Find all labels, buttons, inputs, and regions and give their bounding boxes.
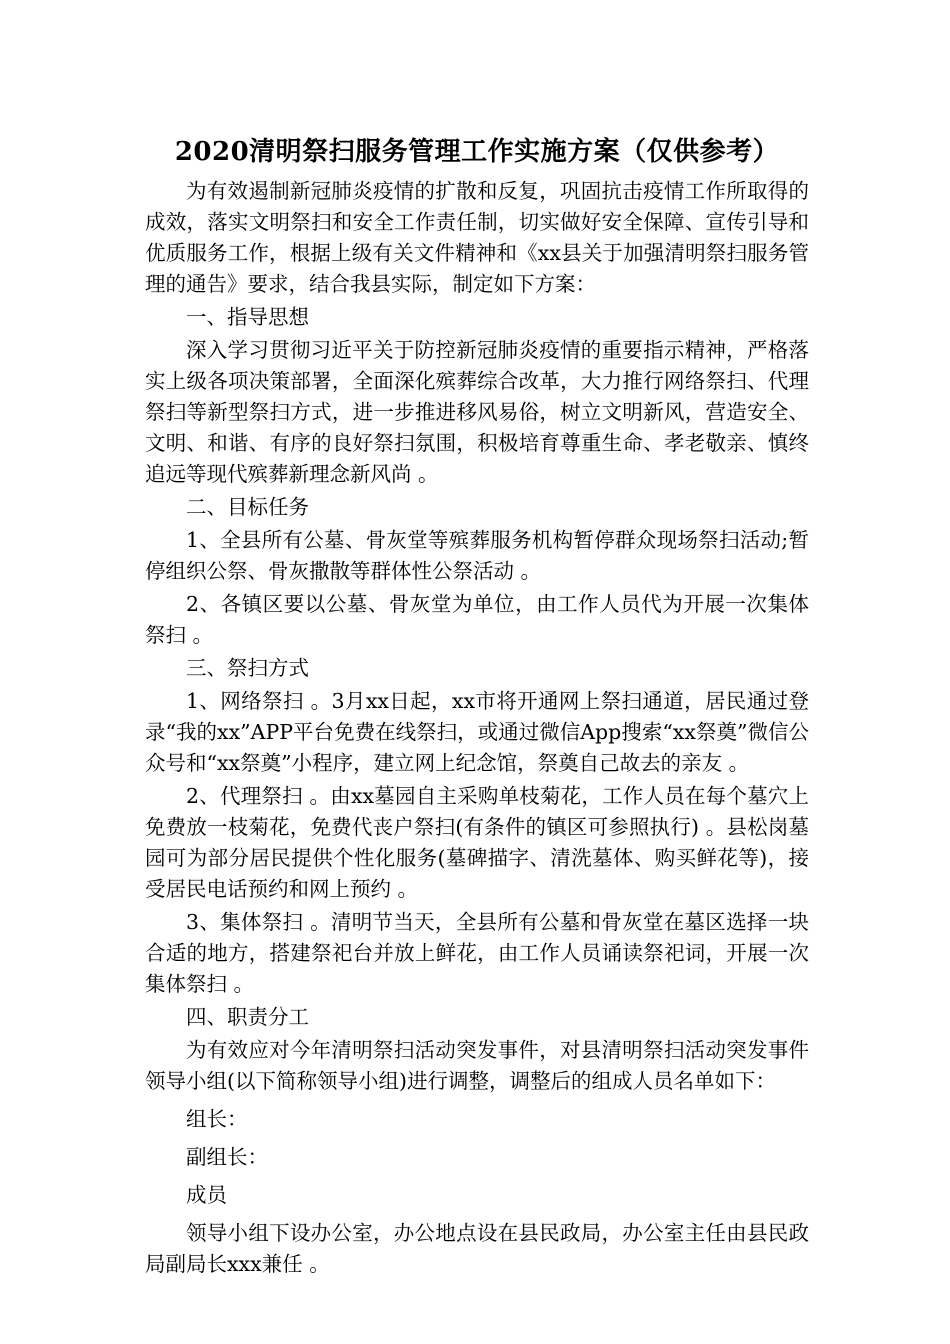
method-item-proxy: 2、代理祭扫 。由xx墓园自主采购单枝菊花，工作人员在每个墓穴上免费放一枝菊花，免费代丧户祭扫(有条件的镇区可参照执行) 。县松岗墓园可为部分居民提供个性化服务(墓碑描字、清洗墓体、购买鲜花等)，接受居民电话预约和网上预约 。 xyxy=(145,784,809,901)
goal-item-1: 1、全县所有公墓、骨灰堂等殡葬服务机构暂停群众现场祭扫活动;暂停组织公祭、骨灰撒散等群体性公祭活动 。 xyxy=(145,528,809,583)
office-paragraph: 领导小组下设办公室，办公地点设在县民政局，办公室主任由县民政局副局长xxx兼任 。 xyxy=(145,1221,809,1276)
section-heading-methods: 三、祭扫方式 xyxy=(186,656,309,680)
method-item-collective: 3、集体祭扫 。清明节当天，全县所有公墓和骨灰堂在墓区选择一块合适的地方，搭建祭祀台并放上鲜花，由工作人员诵读祭祀词，开展一次集体祭扫 。 xyxy=(145,910,809,996)
goal-item-2: 2、各镇区要以公墓、骨灰堂为单位，由工作人员代为开展一次集体祭扫 。 xyxy=(145,592,809,647)
team-leader-line: 组长： xyxy=(186,1107,248,1131)
members-line: 成员 xyxy=(186,1183,227,1207)
section-heading-goals: 二、目标任务 xyxy=(186,495,309,519)
document-page xyxy=(145,132,809,1282)
document-title: 2020清明祭扫服务管理工作实施方案（仅供参考） xyxy=(174,137,780,167)
guiding-ideology-paragraph: 深入学习贯彻习近平关于防控新冠肺炎疫情的重要指示精神，严格落实上级各项决策部署，全面深化殡葬综合改革，大力推行网络祭扫、代理祭扫等新型祭扫方式，进一步推进移风易俗，树立文明新风，营造安全、文明、和谐、有序的良好祭扫氛围，积极培育尊重生命、孝老敬亲、慎终追远等现代殡葬新理念新风尚 。 xyxy=(145,338,809,486)
method-item-online: 1、网络祭扫 。3月xx日起，xx市将开通网上祭扫通道，居民通过登录“我的xx”APP平台免费在线祭扫，或通过微信App搜索“xx祭奠”微信公众号和“xx祭奠”小程序，建立网上纪念馆，祭奠自己故去的亲友 。 xyxy=(145,689,809,775)
section-heading-guiding-ideology: 一、指导思想 xyxy=(186,305,309,329)
section-heading-responsibilities: 四、职责分工 xyxy=(186,1005,309,1029)
deputy-leader-line: 副组长： xyxy=(186,1145,268,1169)
intro-paragraph: 为有效遏制新冠肺炎疫情的扩散和反复，巩固抗击疫情工作所取得的成效，落实文明祭扫和安全工作责任制，切实做好安全保障、宣传引导和优质服务工作，根据上级有关文件精神和《xx县关于加强清明祭扫服务管理的通告》要求，结合我县实际，制定如下方案： xyxy=(145,179,809,296)
responsibilities-paragraph: 为有效应对今年清明祭扫活动突发事件，对县清明祭扫活动突发事件领导小组(以下简称领导小组)进行调整，调整后的组成人员名单如下： xyxy=(145,1038,809,1093)
